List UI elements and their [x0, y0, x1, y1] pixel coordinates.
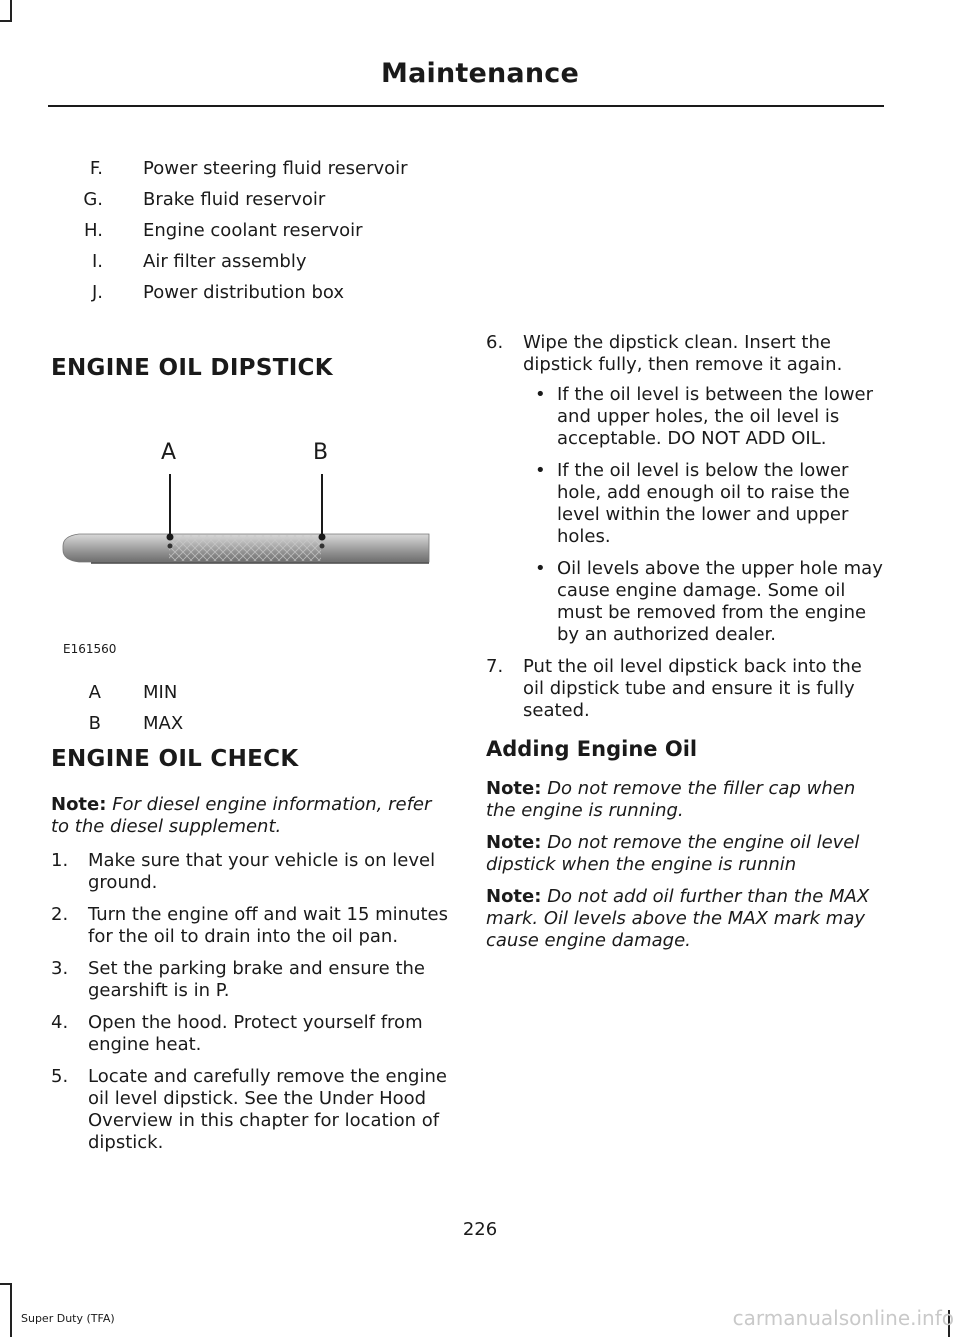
legend-item [51, 189, 451, 220]
legend-letter: I. [91, 251, 103, 272]
step-item [51, 958, 451, 1002]
step-number: 6. [486, 332, 504, 353]
step-number: 7. [486, 656, 504, 677]
step-item [51, 904, 451, 948]
step-item [486, 656, 886, 722]
bullet-text: Oil levels above the upper hole may cause engine damage. Some oil must be removed from the engine by an authorized dealer. [557, 558, 883, 645]
note [486, 886, 886, 952]
step-number: 2. [51, 904, 69, 925]
legend-letter: F. [89, 158, 103, 179]
legend-text: Power steering fluid reservoir [143, 158, 408, 179]
legend-item [51, 282, 451, 313]
dipstick-legend [51, 682, 451, 744]
note-label: Note: [486, 832, 542, 853]
step-text: Put the oil level dipstick back into the oil dipstick tube and ensure it is fully seated. [523, 656, 862, 721]
legend-text: Power distribution box [143, 282, 344, 303]
section-heading-oil-check: ENGINE OIL CHECK [51, 746, 299, 772]
watermark: carmanualsonline.info [732, 1306, 954, 1330]
page-title: Maintenance [381, 58, 579, 89]
crop-mark [10, 0, 12, 22]
bullet-marker: • [535, 558, 546, 579]
note-text: For diesel engine information, refer to the diesel supplement. [51, 794, 432, 837]
legend-text: Brake fluid reservoir [143, 189, 326, 210]
note-text: Do not remove the filler cap when the engine is running. [486, 778, 856, 821]
note-text: Do not remove the engine oil level dipstick when the engine is runnin [486, 832, 860, 875]
step-number: 3. [51, 958, 69, 979]
crop-mark [0, 20, 12, 22]
step-item [51, 850, 451, 894]
step-number: 1. [51, 850, 69, 871]
step-number: 5. [51, 1066, 69, 1087]
crop-mark [10, 1283, 12, 1337]
step-bullets [523, 384, 886, 646]
dipstick-figure [51, 436, 441, 660]
legend-item [51, 682, 451, 713]
note-label: Note: [486, 886, 542, 907]
step-text: Wipe the dipstick clean. Insert the dipstick fully, then remove it again. [523, 332, 843, 375]
note [486, 778, 886, 822]
footer-model-name: Super Duty (TFA) [21, 1312, 115, 1325]
legend-letter: G. [83, 189, 103, 210]
right-column [486, 332, 886, 952]
step-number: 4. [51, 1012, 69, 1033]
dipstick-hatch-zone [169, 535, 321, 561]
legend-letter: H. [84, 220, 103, 241]
legend-text: MAX [143, 713, 184, 734]
component-legend-list [51, 158, 451, 313]
max-hole-marker [319, 534, 326, 541]
legend-item [51, 713, 451, 744]
oil-check-steps [51, 850, 451, 1154]
header-divider [48, 105, 884, 107]
legend-letter: J. [91, 282, 103, 303]
min-hole-marker [167, 534, 174, 541]
bullet-marker: • [535, 384, 546, 405]
note [51, 794, 451, 838]
legend-item [51, 158, 451, 189]
oil-check-steps-continued [486, 332, 886, 722]
crop-mark [0, 1283, 12, 1285]
legend-text: MIN [143, 682, 178, 703]
dipstick-section [51, 357, 451, 379]
oil-check-section [51, 748, 451, 1164]
step-item [51, 1066, 451, 1154]
legend-text: Engine coolant reservoir [143, 220, 363, 241]
legend-item [51, 251, 451, 282]
legend-letter: A [88, 682, 101, 703]
figure-label-a: A [161, 440, 177, 465]
step-text: Locate and carefully remove the engine oil level dipstick. See the Under Hood Overview in this chapter for location of dipstick. [88, 1066, 447, 1153]
note-label: Note: [51, 794, 107, 815]
bullet-text: If the oil level is below the lower hole, add enough oil to raise the level within the lower and upper holes. [557, 460, 850, 547]
legend-item [51, 220, 451, 251]
section-heading-adding-oil: Adding Engine Oil [486, 737, 698, 761]
page-number: 226 [462, 1219, 498, 1240]
dipstick-illustration [51, 436, 441, 636]
section-heading-dipstick: ENGINE OIL DIPSTICK [51, 355, 333, 381]
bullet-item [523, 460, 886, 548]
step-text: Make sure that your vehicle is on level ground. [88, 850, 436, 893]
bullet-text: If the oil level is between the lower and upper holes, the oil level is acceptable. DO NOT ADD OIL. [557, 384, 874, 449]
figure-label-b: B [313, 440, 329, 465]
figure-code: E161560 [63, 642, 117, 656]
step-text: Set the parking brake and ensure the gearshift is in P. [88, 958, 426, 1001]
bullet-item [523, 558, 886, 646]
legend-letter: B [88, 713, 101, 734]
bullet-marker: • [535, 460, 546, 481]
note-label: Note: [486, 778, 542, 799]
legend-text: Air filter assembly [143, 251, 307, 272]
note-text: Do not add oil further than the MAX mark. Oil levels above the MAX mark may cause engine damage. [486, 886, 870, 951]
step-text: Turn the engine off and wait 15 minutes for the oil to drain into the oil pan. [88, 904, 448, 947]
bullet-item [523, 384, 886, 450]
step-item [51, 1012, 451, 1056]
step-text: Open the hood. Protect yourself from engine heat. [88, 1012, 423, 1055]
step-item [486, 332, 886, 646]
note [486, 832, 886, 876]
